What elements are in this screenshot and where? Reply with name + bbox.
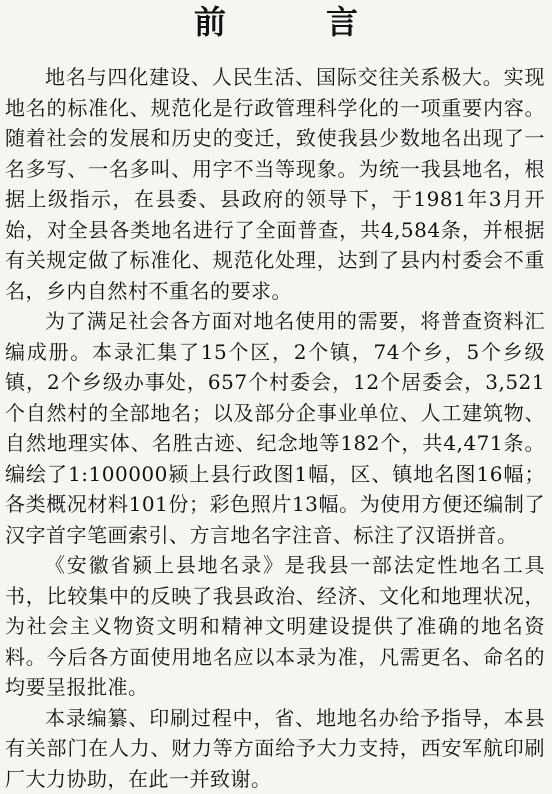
paragraph-1: 地名与四化建设、人民生活、国际交往关系极大。实现地名的标准化、规范化是行政管理科学化的一项重要内容。随着社会的发展和历史的变迁，致使我县少数地名出现了一名多写、一名多叫、用字不当等现象。为统一我县地名，根据上级指示，在县委、县政府的领导下，于1981年3月开始，对全县各类地名进行了全面普查，共4,584条，并根据有关规定做了标准化、规范化处理，达到了县内村委会不重名，乡内自然村不重名的要求。 — [5, 62, 545, 306]
preface-body — [5, 62, 545, 794]
paragraph-2: 为了满足社会各方面对地名使用的需要，将普查资料汇编成册。本录汇集了15个区，2个镇，74个乡，5个乡级镇，2个乡级办事处，657个村委会，12个居委会，3,521个自然村的全部地名；以及部分企事业单位、人工建筑物、自然地理实体、名胜古迹、纪念地等182个，共4,471条。编绘了1:100000颍上县行政图1幅，区、镇地名图16幅；各类概况材料101份；彩色照片13幅。为使用方便还编制了汉字首字笔画索引、方言地名字注音、标注了汉语拼音。 — [5, 306, 545, 550]
paragraph-4: 本录编纂、印刷过程中，省、地地名办给予指导，本县有关部门在人力、财力等方面给予大力支持，西安军航印刷厂大力协助，在此一并致谢。 — [5, 703, 545, 794]
paragraph-3: 《安徽省颍上县地名录》是我县一部法定性地名工具书，比较集中的反映了我县政治、经济、文化和地理状况，为社会主义物资文明和精神文明建设提供了准确的地名资料。今后各方面使用地名应以本录为准，凡需更名、命名的均要呈报批准。 — [5, 550, 545, 703]
page-title: 前 言 — [0, 2, 552, 42]
